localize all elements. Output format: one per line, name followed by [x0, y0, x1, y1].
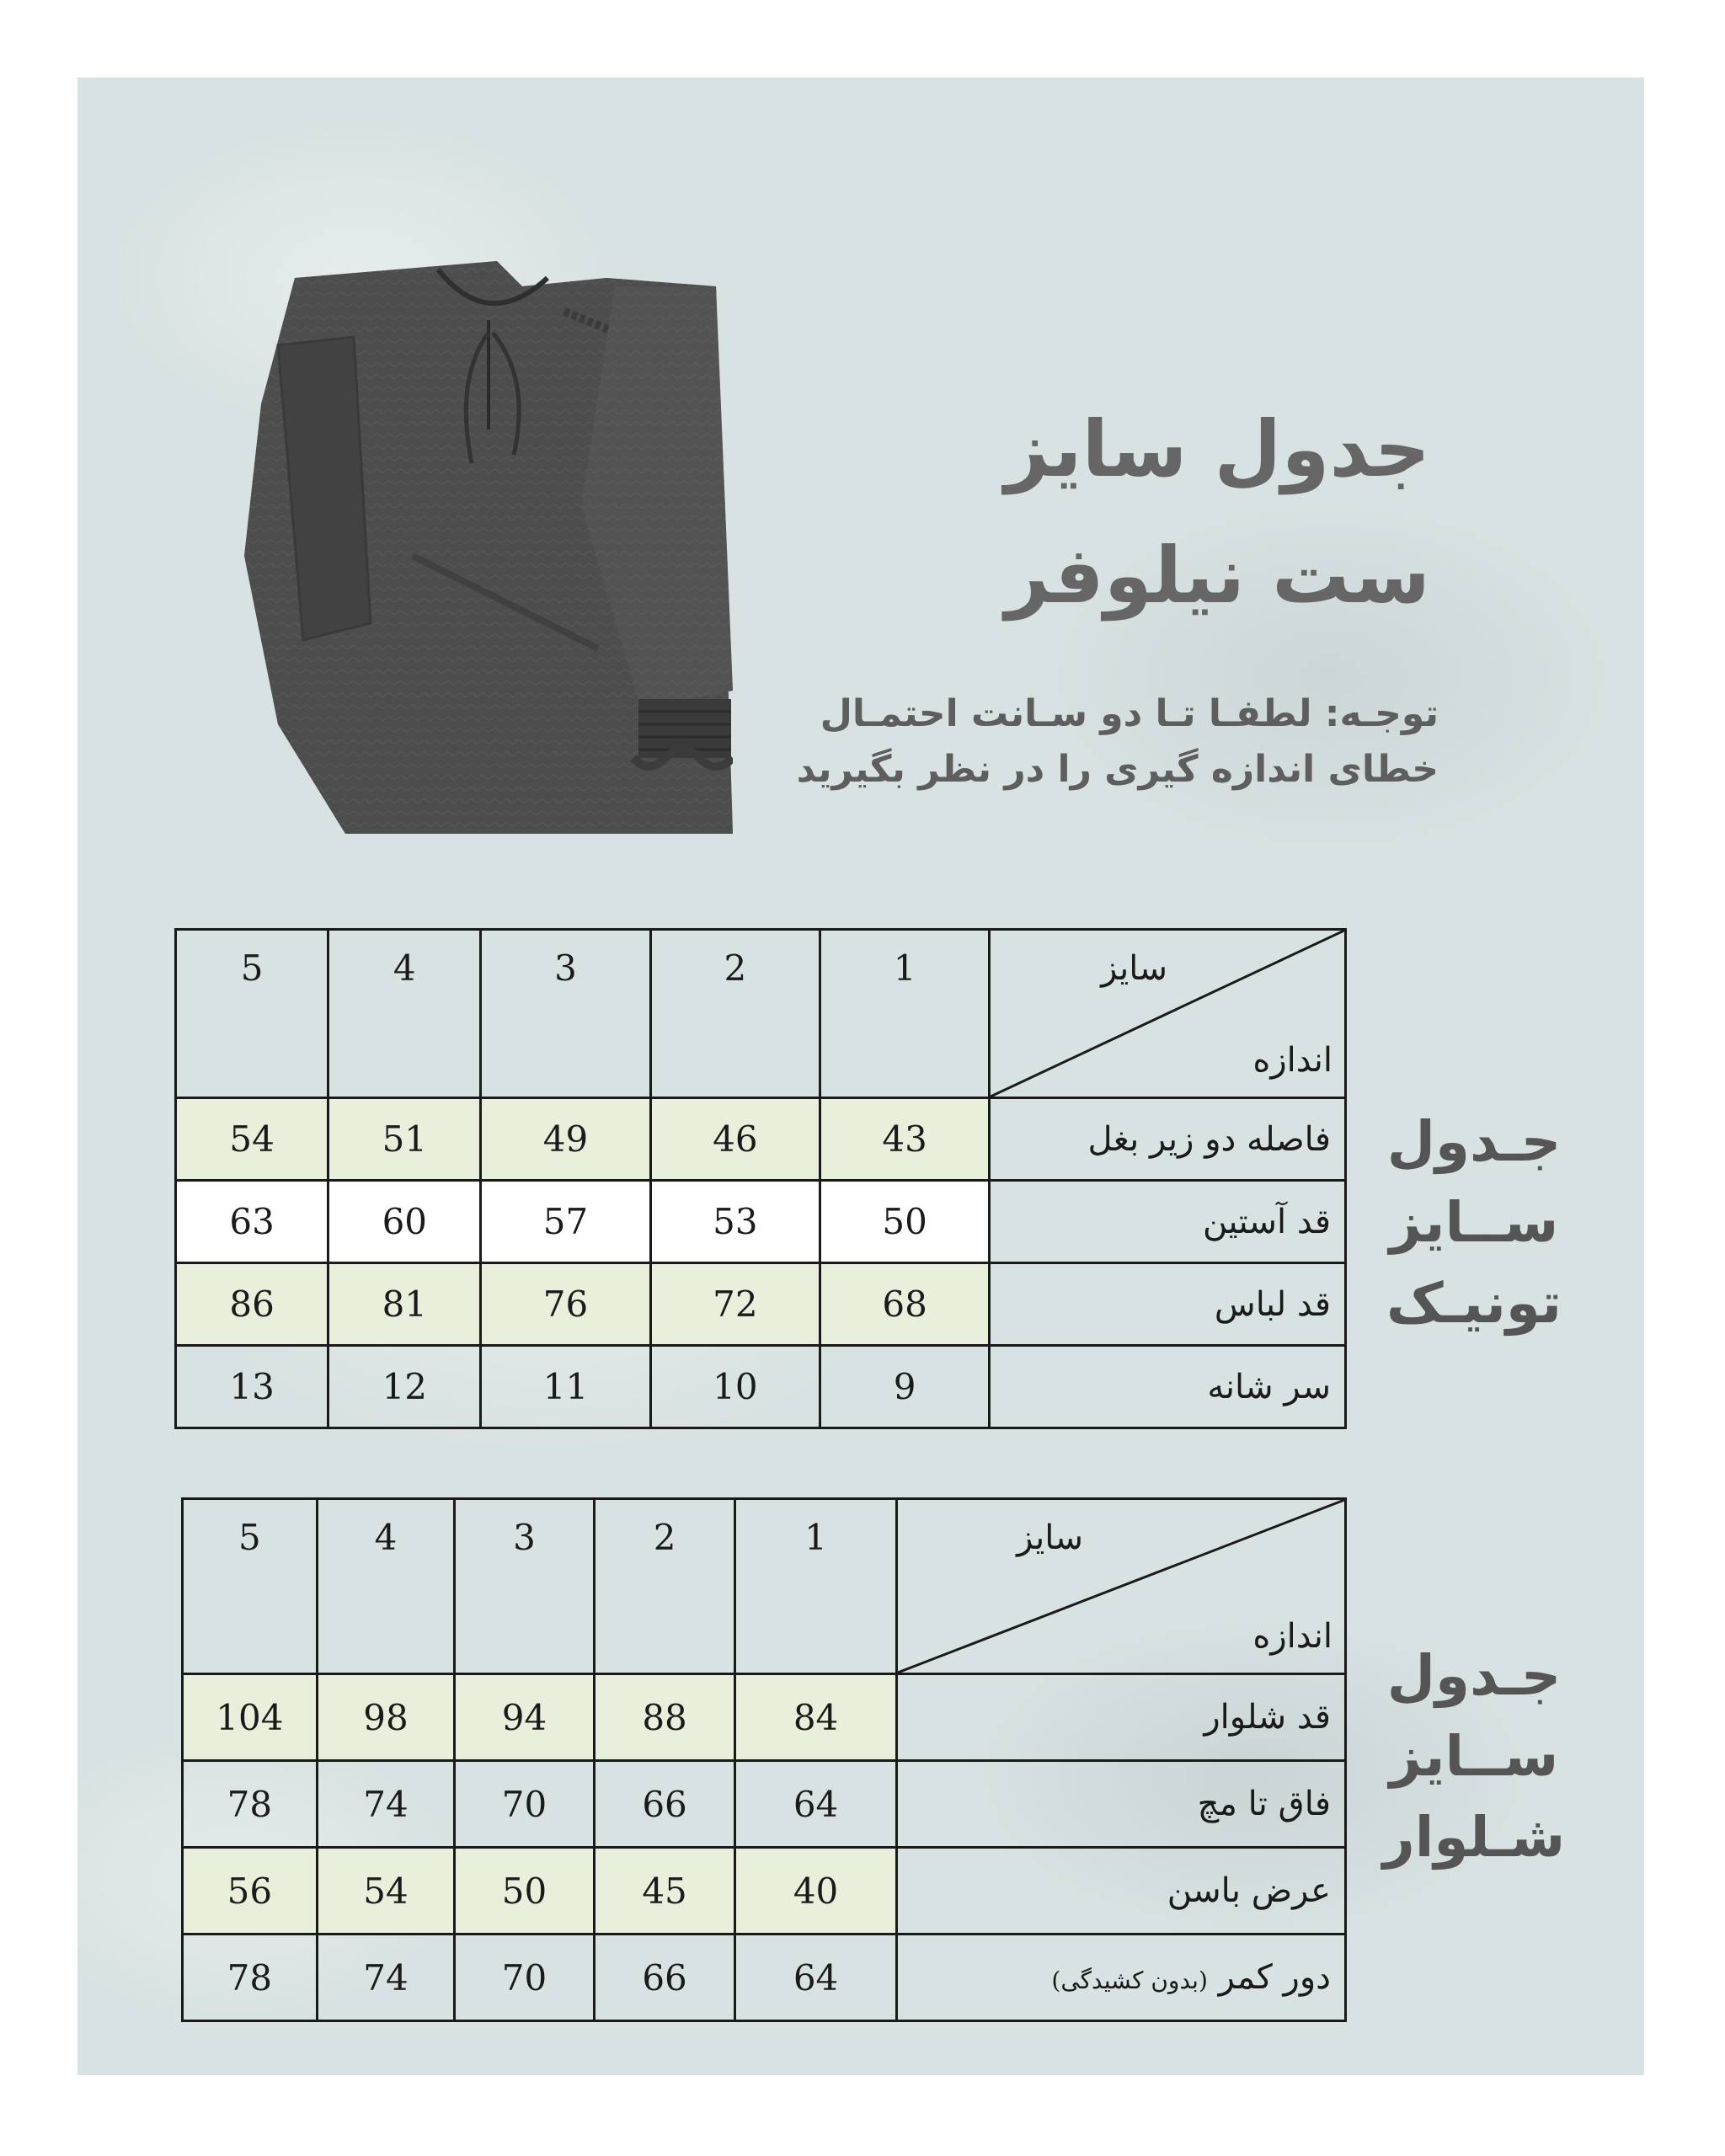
table-cell: 13: [176, 1346, 328, 1428]
table-cell: 94: [455, 1674, 595, 1761]
row-label: قد شلوار: [896, 1674, 1345, 1761]
row-label: قد لباس: [990, 1263, 1346, 1346]
size-header: 2: [650, 930, 820, 1098]
corner-size-label: سایز: [1101, 949, 1167, 988]
table-cell: 68: [820, 1263, 989, 1346]
table-cell: 60: [328, 1181, 481, 1263]
table-row: [183, 1761, 1346, 1848]
side-label-line: جـدول: [1386, 1643, 1562, 1708]
size-header: 5: [176, 930, 328, 1098]
table-cell: 86: [176, 1263, 328, 1346]
table-cell: 70: [455, 1761, 595, 1848]
row-label: قد آستین: [990, 1181, 1346, 1263]
table-cell: 40: [735, 1848, 896, 1935]
table-row: [183, 1848, 1346, 1935]
table-cell: 78: [183, 1761, 318, 1848]
table-cell: 51: [328, 1098, 481, 1181]
table-cell: 12: [328, 1346, 481, 1428]
table-row: [183, 1935, 1346, 2021]
row-label: فاق تا مچ: [896, 1761, 1345, 1848]
table-cell: 78: [183, 1935, 318, 2021]
table-cell: 88: [594, 1674, 735, 1761]
table-cell: 43: [820, 1098, 989, 1181]
size-header: 4: [317, 1499, 455, 1674]
size-header: 3: [481, 930, 650, 1098]
side-label-line: جـدول: [1386, 1109, 1562, 1174]
size-header: 1: [820, 930, 989, 1098]
table-cell: 66: [594, 1761, 735, 1848]
table-cell: 46: [650, 1098, 820, 1181]
table-row: [176, 1098, 1346, 1181]
pants-side-label: [1373, 1636, 1575, 1878]
tunic-side-label: [1373, 1102, 1575, 1344]
size-header: 3: [455, 1499, 595, 1674]
table-cell: 64: [735, 1935, 896, 2021]
table-cell: 11: [481, 1346, 650, 1428]
corner-size-label: سایز: [1017, 1518, 1083, 1557]
table-cell: 54: [317, 1848, 455, 1935]
table-row: [183, 1674, 1346, 1761]
size-header: 1: [735, 1499, 896, 1674]
side-label-line: ســایز: [1389, 1190, 1559, 1255]
table-cell: 81: [328, 1263, 481, 1346]
row-label: عرض باسن: [896, 1848, 1345, 1935]
table-cell: 49: [481, 1098, 650, 1181]
side-label-line: تونیـک: [1386, 1271, 1562, 1336]
pants-size-table: [181, 1497, 1347, 2022]
table-cell: 57: [481, 1181, 650, 1263]
table-cell: 76: [481, 1263, 650, 1346]
size-header: 5: [183, 1499, 318, 1674]
table-cell: 74: [317, 1935, 455, 2021]
tunic-size-table: [174, 928, 1347, 1429]
row-label-sub: (بدون کشیدگی): [1051, 1967, 1208, 1994]
side-label-line: ســایز: [1389, 1724, 1559, 1789]
table-cell: 72: [650, 1263, 820, 1346]
table-cell: 98: [317, 1674, 455, 1761]
table-cell: 64: [735, 1761, 896, 1848]
row-label-main: دور کمر: [1218, 1958, 1331, 1997]
row-label: [896, 1935, 1345, 2021]
table-cell: 53: [650, 1181, 820, 1263]
table-cell: 54: [176, 1098, 328, 1181]
table-cell: 56: [183, 1848, 318, 1935]
page-subtitle: ست نیلوفر: [1005, 531, 1430, 621]
table-cell: 50: [455, 1848, 595, 1935]
table-cell: 66: [594, 1935, 735, 2021]
table-row: [176, 1346, 1346, 1428]
table-cell: 63: [176, 1181, 328, 1263]
corner-measure-label: اندازه: [1252, 1041, 1332, 1080]
note-line-2: خطای اندازه گیری را در نظر بگیرید: [796, 748, 1439, 791]
table-cell: 10: [650, 1346, 820, 1428]
row-label: سر شانه: [990, 1346, 1346, 1428]
table-cell: 104: [183, 1674, 318, 1761]
row-label: فاصله دو زیر بغل: [990, 1098, 1346, 1181]
corner-cell: [896, 1499, 1345, 1674]
table-cell: 9: [820, 1346, 989, 1428]
table-cell: 74: [317, 1761, 455, 1848]
table-cell: 45: [594, 1848, 735, 1935]
corner-cell: [990, 930, 1346, 1098]
page-title: جدول سایز: [1004, 404, 1430, 494]
corner-measure-label: اندازه: [1252, 1617, 1332, 1656]
note-line-1: توجـه: لطفـا تـا دو سـانت احتمـال: [820, 692, 1439, 735]
table-cell: 50: [820, 1181, 989, 1263]
size-header: 2: [594, 1499, 735, 1674]
table-row: [176, 1181, 1346, 1263]
table-cell: 70: [455, 1935, 595, 2021]
table-cell: 84: [735, 1674, 896, 1761]
table-row: [176, 1263, 1346, 1346]
size-header: 4: [328, 930, 481, 1098]
tunic-photo: [244, 253, 733, 834]
side-label-line: شـلوار: [1382, 1805, 1566, 1870]
